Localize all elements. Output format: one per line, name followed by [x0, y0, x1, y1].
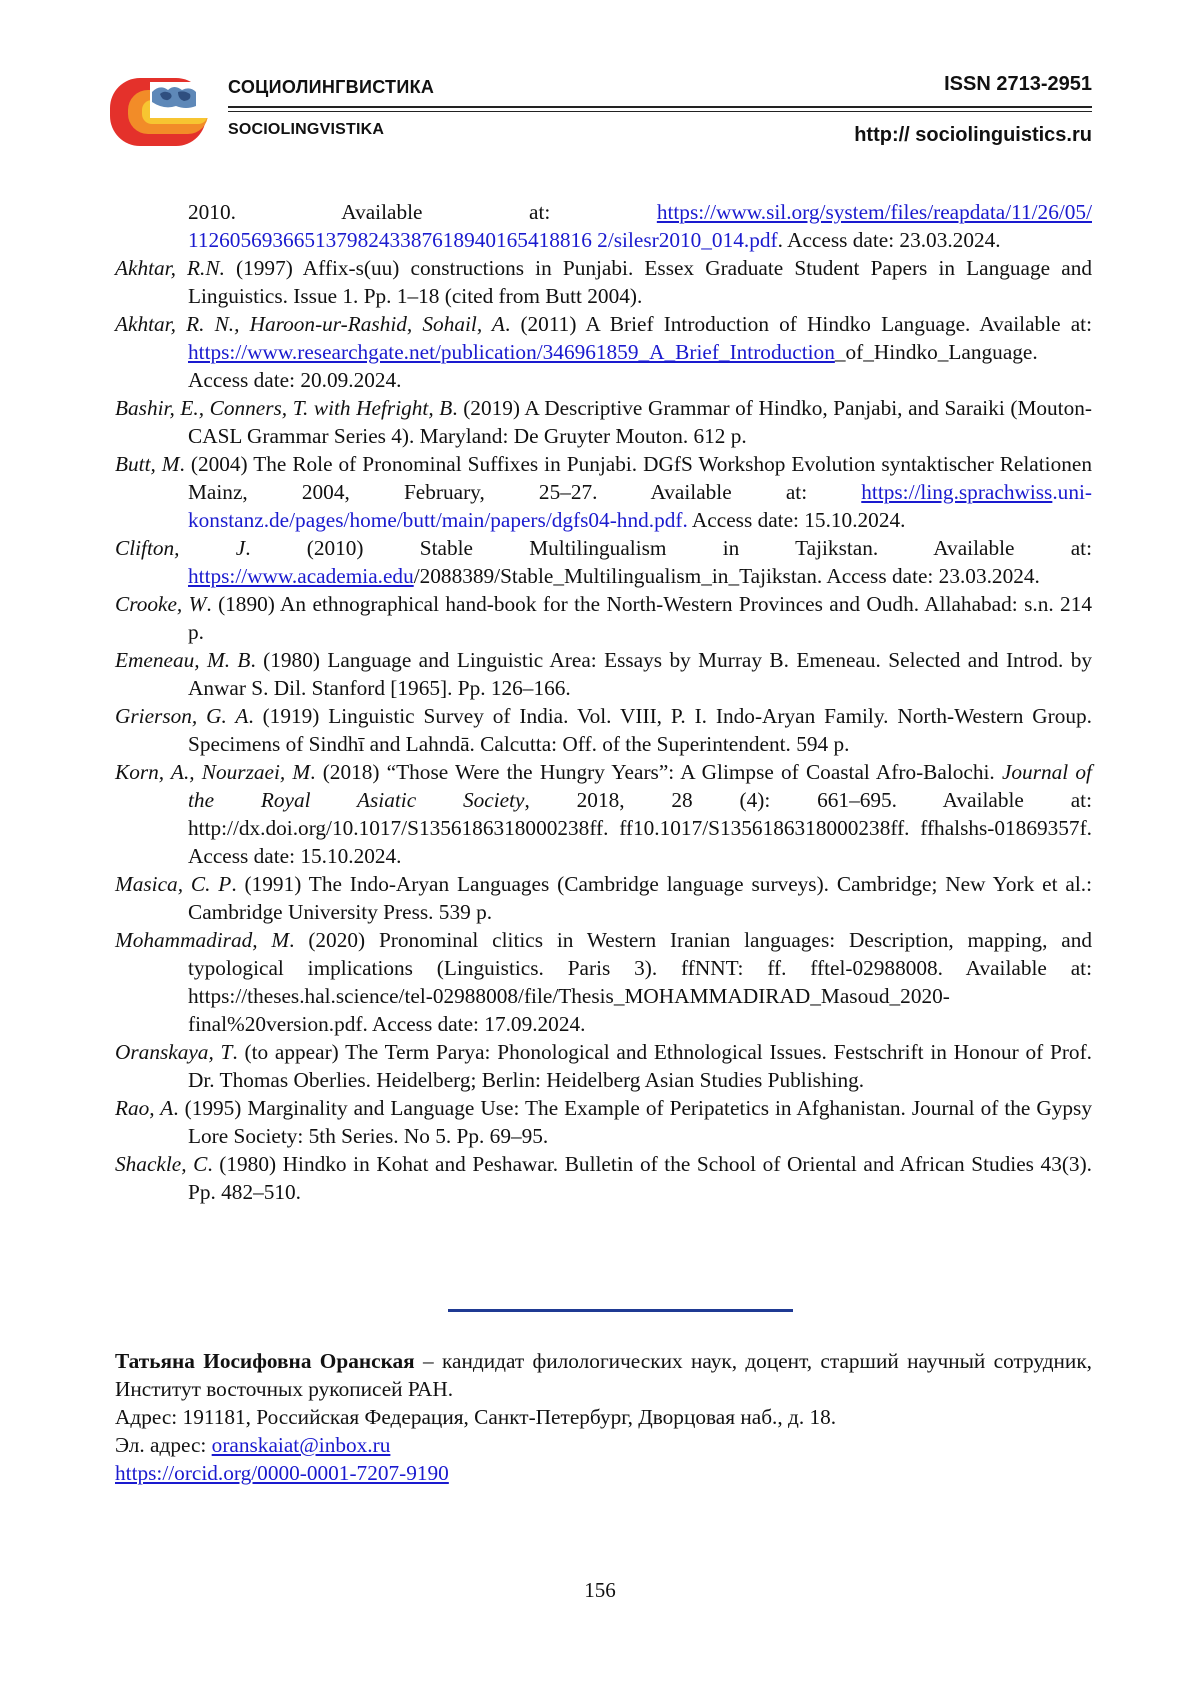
reference-author: Shackle, C [115, 1152, 208, 1176]
reference-author: Grierson, G. A [115, 704, 249, 728]
reference-author: Emeneau, M. B [115, 648, 251, 672]
header-rule-thin [228, 111, 1092, 112]
reference-link[interactable]: https://www.researchgate.net/publication/346961859_A_Brief_Introduction [188, 340, 835, 364]
reference-item [115, 1150, 1092, 1206]
section-separator [448, 1309, 793, 1312]
reference-author: Rao, A [115, 1096, 174, 1120]
journal-website[interactable]: http:// sociolinguistics.ru [854, 124, 1092, 146]
reference-list [115, 198, 1092, 1206]
reference-item [115, 590, 1092, 646]
reference-text: . (1995) Marginality and Language Use: The Example of Peripatetics in Afghanistan. Journal of the Gypsy Lore Society: 5th Series. No 5. Pp. 69–95. [173, 1096, 1092, 1148]
reference-item [115, 702, 1092, 758]
author-info [115, 1347, 1092, 1487]
reference-link[interactable]: https://www.academia.edu [188, 564, 414, 588]
reference-text: . (1991) The Indo-Aryan Languages (Cambridge language surveys). Cambridge; New York et al.: Cambridge University Press. 539 p. [188, 872, 1092, 924]
reference-text: . (1919) Linguistic Survey of India. Vol. VIII, P. I. Indo-Aryan Family. North-Western Group. Specimens of Sindhī and Lahndā. Calcutta: Off. of the Superintendent. 594 p. [188, 704, 1092, 756]
reference-author: Mohammadirad, M [115, 928, 290, 952]
email-label: Эл. адрес: [115, 1433, 212, 1457]
reference-link[interactable]: https://www.sil.org/system/files/reapdata/11/26/05/ [656, 200, 1092, 224]
reference-author: Crooke, W [115, 592, 207, 616]
header-rule [228, 106, 1092, 108]
reference-text: . Access date: 23.03.2024. [777, 228, 1001, 252]
reference-item [115, 310, 1092, 394]
reference-text: . (2010) Stable Multilingualism in Tajikstan. Available at: [245, 536, 1092, 560]
reference-author: Clifton, J [115, 536, 246, 560]
reference-text: Access date: 15.10.2024. [687, 508, 906, 532]
page-header [0, 0, 1200, 170]
reference-author: Oranskaya, T [115, 1040, 233, 1064]
reference-text: , 2018, 28 (4): 661–695. Available at: http://dx.doi.org/10.1017/S1356186318000238ff. ff10.1017/S1356186318000238ff. ffhalshs-01869357f. Access date: 15.10.2024. [188, 788, 1093, 868]
page-number: 156 [584, 1578, 616, 1602]
reference-author: Bashir, E., Conners, T. with Hefright, B [115, 396, 453, 420]
reference-item [115, 926, 1092, 1038]
reference-item [115, 198, 1092, 254]
reference-text: . (2018) “Those Were the Hungry Years”: A Glimpse of Coastal Afro-Balochi. [310, 760, 1002, 784]
reference-text: . (2019) A Descriptive Grammar of Hindko, Panjabi, and Saraiki (Mouton-CASL Grammar Series 4). Maryland: De Gruyter Mouton. 612 p. [188, 396, 1092, 448]
reference-text: 2010. Available at: [188, 200, 657, 224]
author-email-line [115, 1431, 1092, 1459]
issn: ISSN 2713-2951 [944, 73, 1092, 95]
reference-item [115, 758, 1092, 870]
reference-link-continuation[interactable]: 11260569366513798243387618940165418816 2/silesr2010_014.pdf [188, 228, 778, 252]
author-email-link[interactable]: oranskaiat@inbox.ru [211, 1433, 391, 1457]
reference-item [115, 450, 1092, 534]
reference-author: Korn, A., Nourzaei, M [115, 760, 311, 784]
reference-text: . (2011) A Brief Introduction of Hindko Language. Available at: [504, 312, 1093, 336]
reference-author: Masica, C. P [115, 872, 232, 896]
reference-text: . (2004) The Role of Pronominal Suffixes in Punjabi. DGfS Workshop Evolution syntaktischer Relationen Mainz, 2004, February, 25–27. Available at: [179, 452, 1092, 504]
author-description: – кандидат филологических наук, доцент, старший научный сотрудник, Институт восточных рукописей РАН. [115, 1349, 1092, 1401]
reference-item [115, 1094, 1092, 1150]
reference-link[interactable]: https://ling.sprachwiss [861, 480, 1053, 504]
reference-text: . (1980) Language and Linguistic Area: Essays by Murray B. Emeneau. Selected and Introd. by Anwar S. Dil. Stanford [1965]. Pp. 126–166. [188, 648, 1093, 700]
reference-text: . (1890) An ethnographical hand-book for the North-Western Provinces and Oudh. Allahabad: s.n. 214 p. [188, 592, 1092, 644]
reference-item [115, 646, 1092, 702]
reference-text: /2088389/Stable_Multilingualism_in_Tajikstan. Access date: 23.03.2024. [413, 564, 1040, 588]
reference-text: (1997) Affix-s(uu) constructions in Punjabi. Essex Graduate Student Papers in Language and Linguistics. Issue 1. Pp. 1–18 (cited from Butt 2004). [188, 256, 1092, 308]
author-name: Татьяна Иосифовна Оранская [115, 1349, 415, 1373]
author-address: Адрес: 191181, Российская Федерация, Санкт-Петербург, Дворцовая наб., д. 18. [115, 1405, 837, 1429]
reference-text: . (1980) Hindko in Kohat and Peshawar. Bulletin of the School of Oriental and African Studies 43(3). Pp. 482–510. [188, 1152, 1092, 1204]
reference-item [115, 870, 1092, 926]
reference-text: . (2020) Pronominal clitics in Western Iranian languages: Description, mapping, and typological implications (Linguistics. Paris 3). ffNNT: ff. fftel-02988008. Available at: https://theses.hal.science/tel-02988008/file/Thesis_MOHAMMADIRAD_Masoud_2020-final%20version.pdf. Access date: 17.09.2024. [188, 928, 1092, 1036]
journal-logo [108, 74, 208, 150]
author-orcid-line [115, 1459, 1092, 1487]
reference-text: _of_Hindko_Language. Access date: 20.09.2024. [188, 340, 1038, 392]
reference-item [115, 534, 1092, 590]
reference-journal: Journal of the Royal Asiatic Society [188, 760, 1092, 812]
journal-title-en: SOCIOLINGVISTIKA [228, 121, 385, 138]
reference-text: . (to appear) The Term Parya: Phonological and Ethnological Issues. Festschrift in Honour of Prof. Dr. Thomas Oberlies. Heidelberg; Berlin: Heidelberg Asian Studies Publishing. [188, 1040, 1092, 1092]
author-orcid-link[interactable]: https://orcid.org/0000-0001-7207-9190 [115, 1461, 449, 1485]
reference-item [115, 1038, 1092, 1094]
reference-link-continuation[interactable]: .uni-konstanz.de/pages/home/butt/main/papers/dgfs04-hnd.pdf. [188, 480, 1092, 532]
author-bio [115, 1347, 1092, 1403]
reference-author: Akhtar, R. N., Haroon-ur-Rashid, Sohail, A [115, 312, 505, 336]
reference-author: Butt, M [115, 452, 180, 476]
reference-item [115, 254, 1092, 310]
journal-title-ru: СОЦИОЛИНГВИСТИКА [228, 77, 435, 97]
reference-item [115, 394, 1092, 450]
reference-author: Akhtar, R.N. [115, 256, 225, 280]
